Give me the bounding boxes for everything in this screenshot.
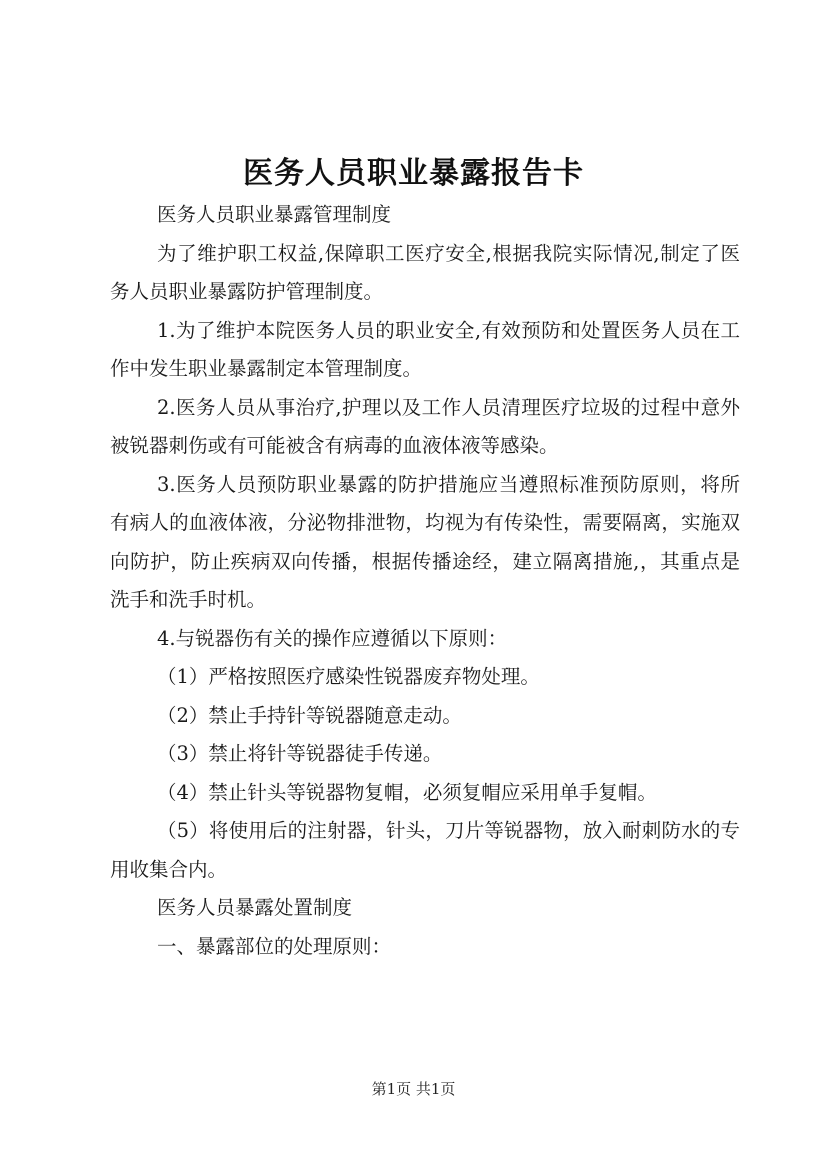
section-heading: 医务人员暴露处置制度 xyxy=(157,896,353,919)
list-item: （5）将使用后的注射器，针头，刀片等锐器物，放入耐刺防水的专用收集合内。 xyxy=(110,819,740,881)
list-item: （4）禁止针头等锐器物复帽，必须复帽应采用单手复帽。 xyxy=(157,780,657,804)
page-footer: 第1页 共1页 xyxy=(371,1080,456,1098)
paragraph: 1.为了维护本院医务人员的职业安全,有效预防和处置医务人员在工作中发生职业暴露制定本管理制度。 xyxy=(110,318,740,380)
section-heading: 医务人员职业暴露管理制度 xyxy=(157,203,392,226)
paragraph: 2.医务人员从事治疗,护理以及工作人员清理医疗垃圾的过程中意外被锐器刺伤或有可能被含有病毒的血液体液等感染。 xyxy=(110,395,740,457)
paragraph: 4.与锐器伤有关的操作应遵循以下原则： xyxy=(157,626,508,650)
paragraph: 为了维护职工权益,保障职工医疗安全,根据我院实际情况,制定了医务人员职业暴露防护管理制度。 xyxy=(110,241,740,303)
paragraph: 一、暴露部位的处理原则： xyxy=(157,934,392,958)
list-item: （2）禁止手持针等锐器随意走动。 xyxy=(157,703,462,727)
list-item: （1）严格按照医疗感染性锐器废弃物处理。 xyxy=(157,665,540,688)
paragraph: 3.医务人员预防职业暴露的防护措施应当遵照标准预防原则，将所有病人的血液体液，分泌物排泄物，均视为有传染性，需要隔离，实施双向防护，防止疾病双向传播，根据传播途经，建立隔离措施,，其重点是洗手和洗手时机。 xyxy=(110,472,740,611)
document-body xyxy=(110,196,740,966)
page-title: 医务人员职业暴露报告卡 xyxy=(243,156,584,191)
list-item: （3）禁止将针等锐器徒手传递。 xyxy=(157,742,443,765)
